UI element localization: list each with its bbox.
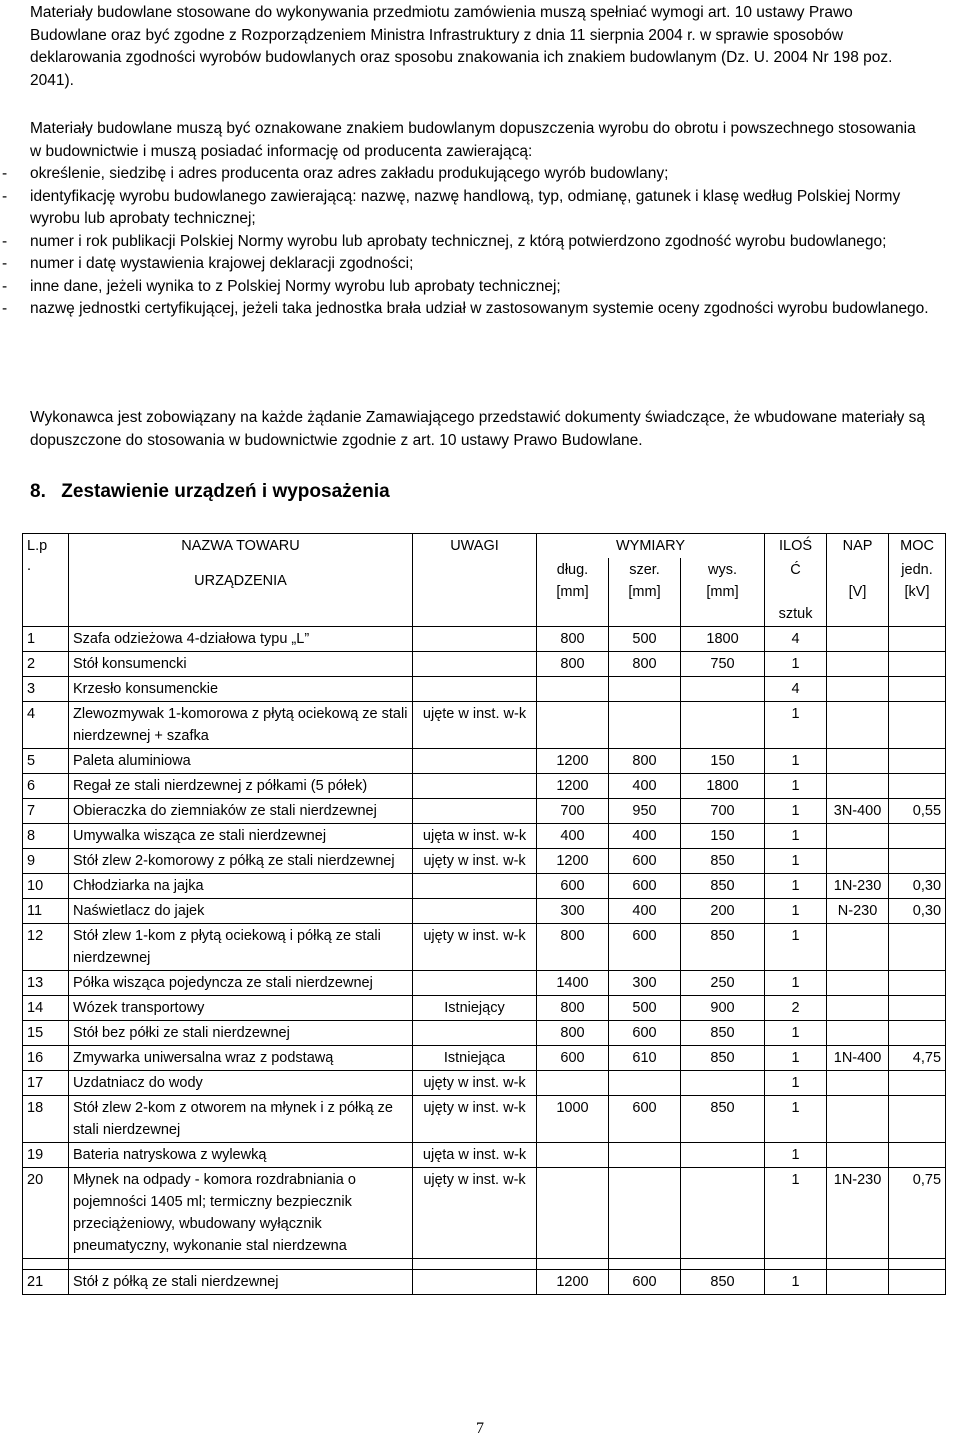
cell-volt — [827, 1021, 889, 1046]
cell-wid — [609, 1071, 681, 1096]
cell-lp: 7 — [23, 799, 69, 824]
cell-qty: 1 — [765, 749, 827, 774]
cell-qty: 1 — [765, 1071, 827, 1096]
table-row — [23, 702, 946, 749]
cell-lp: 8 — [23, 824, 69, 849]
equipment-table — [22, 533, 946, 1295]
cell-qty: 1 — [765, 824, 827, 849]
cell-len: 800 — [537, 652, 609, 677]
cell-lp: 1 — [23, 627, 69, 652]
cell-wid: 800 — [609, 749, 681, 774]
bullet-dash: - — [2, 232, 8, 250]
table-header-row — [23, 534, 946, 559]
cell-power — [889, 824, 946, 849]
cell-wid — [609, 1168, 681, 1259]
requirement-text: nazwę jednostki certyfikującej, jeżeli taka jednostka brała udział w zastosowanym systemie oceny zgodności wyrobu budowlanego. — [30, 300, 929, 317]
cell-power — [889, 702, 946, 749]
cell-name: Regał ze stali nierdzewnej z półkami (5 półek) — [69, 774, 413, 799]
cell-len — [537, 1071, 609, 1096]
header-voltage: NAP — [827, 534, 889, 559]
spacer-cell — [609, 1259, 681, 1270]
cell-qty: 1 — [765, 924, 827, 971]
cell-len: 300 — [537, 899, 609, 924]
cell-hei — [681, 702, 765, 749]
spacer-cell — [827, 1259, 889, 1270]
cell-name: Stół z półką ze stali nierdzewnej — [69, 1270, 413, 1295]
cell-len — [537, 1168, 609, 1259]
cell-volt — [827, 996, 889, 1021]
cell-wid: 600 — [609, 874, 681, 899]
cell-name: Szafa odzieżowa 4-działowa typu „L” — [69, 627, 413, 652]
cell-qty: 1 — [765, 1096, 827, 1143]
cell-power — [889, 996, 946, 1021]
requirement-item — [2, 231, 930, 254]
cell-power — [889, 652, 946, 677]
cell-hei — [681, 1071, 765, 1096]
cell-lp: 9 — [23, 849, 69, 874]
cell-power — [889, 627, 946, 652]
cell-volt — [827, 652, 889, 677]
header-remarks-2 — [413, 558, 537, 627]
cell-len: 600 — [537, 874, 609, 899]
cell-len: 1200 — [537, 749, 609, 774]
cell-remarks: ujęty w inst. w-k — [413, 1071, 537, 1096]
cell-len — [537, 1143, 609, 1168]
cell-remarks — [413, 899, 537, 924]
cell-lp: 15 — [23, 1021, 69, 1046]
cell-qty: 1 — [765, 971, 827, 996]
cell-hei — [681, 677, 765, 702]
requirement-item — [2, 298, 930, 321]
table-row — [23, 874, 946, 899]
cell-hei: 250 — [681, 971, 765, 996]
cell-power — [889, 774, 946, 799]
cell-qty: 1 — [765, 702, 827, 749]
cell-hei: 850 — [681, 1096, 765, 1143]
header-name: NAZWA TOWARU — [69, 534, 413, 559]
cell-volt — [827, 1071, 889, 1096]
cell-lp: 14 — [23, 996, 69, 1021]
cell-hei: 900 — [681, 996, 765, 1021]
cell-qty: 1 — [765, 774, 827, 799]
spacer-cell — [23, 1259, 69, 1270]
cell-len: 800 — [537, 996, 609, 1021]
cell-remarks — [413, 1270, 537, 1295]
cell-wid: 500 — [609, 627, 681, 652]
cell-remarks — [413, 799, 537, 824]
cell-volt — [827, 749, 889, 774]
cell-remarks — [413, 874, 537, 899]
table-row — [23, 849, 946, 874]
cell-name: Paleta aluminiowa — [69, 749, 413, 774]
cell-power — [889, 1021, 946, 1046]
cell-power: 0,30 — [889, 899, 946, 924]
requirement-item — [2, 163, 930, 186]
table-row — [23, 1270, 946, 1295]
header-remarks: UWAGI — [413, 534, 537, 559]
spacer-cell — [537, 1259, 609, 1270]
spacer-cell — [889, 1259, 946, 1270]
cell-qty: 1 — [765, 1021, 827, 1046]
cell-wid — [609, 677, 681, 702]
cell-power — [889, 1071, 946, 1096]
section-title: Zestawienie urządzeń i wyposażenia — [61, 481, 390, 502]
cell-len: 800 — [537, 627, 609, 652]
cell-hei: 850 — [681, 874, 765, 899]
cell-volt — [827, 924, 889, 971]
cell-qty: 1 — [765, 1046, 827, 1071]
header-length: dług. [mm] — [537, 558, 609, 627]
table-row — [23, 627, 946, 652]
header-quantity: ILOŚ — [765, 534, 827, 559]
spacer-cell — [69, 1259, 413, 1270]
cell-hei: 150 — [681, 824, 765, 849]
cell-name: Bateria natryskowa z wylewką — [69, 1143, 413, 1168]
page-number: 7 — [476, 1420, 484, 1437]
cell-hei: 1800 — [681, 774, 765, 799]
cell-lp: 11 — [23, 899, 69, 924]
cell-lp: 5 — [23, 749, 69, 774]
cell-volt — [827, 702, 889, 749]
cell-qty: 1 — [765, 652, 827, 677]
cell-wid: 400 — [609, 774, 681, 799]
cell-remarks — [413, 627, 537, 652]
cell-qty: 4 — [765, 677, 827, 702]
cell-name: Zlewozmywak 1-komorowa z płytą ociekową ze stali nierdzewnej + szafka — [69, 702, 413, 749]
cell-len: 1400 — [537, 971, 609, 996]
cell-name: Stół zlew 2-komorowy z półką ze stali nierdzewnej — [69, 849, 413, 874]
requirement-item — [2, 186, 930, 231]
cell-wid: 300 — [609, 971, 681, 996]
cell-power — [889, 971, 946, 996]
cell-name: Obieraczka do ziemniaków ze stali nierdzewnej — [69, 799, 413, 824]
header-name-2: URZĄDZENIA — [69, 558, 413, 627]
cell-wid: 950 — [609, 799, 681, 824]
header-width: szer. [mm] — [609, 558, 681, 627]
cell-name: Półka wisząca pojedyncza ze stali nierdzewnej — [69, 971, 413, 996]
cell-len: 1200 — [537, 774, 609, 799]
cell-remarks — [413, 1021, 537, 1046]
table-row — [23, 677, 946, 702]
cell-volt: 1N-230 — [827, 874, 889, 899]
spacer-cell — [765, 1259, 827, 1270]
cell-volt — [827, 1096, 889, 1143]
cell-power — [889, 924, 946, 971]
table-header-row — [23, 558, 946, 627]
cell-hei: 850 — [681, 1046, 765, 1071]
cell-volt — [827, 971, 889, 996]
cell-qty: 1 — [765, 849, 827, 874]
cell-power: 4,75 — [889, 1046, 946, 1071]
cell-lp: 10 — [23, 874, 69, 899]
requirement-item — [2, 253, 930, 276]
cell-wid: 600 — [609, 1096, 681, 1143]
cell-remarks — [413, 652, 537, 677]
cell-wid: 600 — [609, 1270, 681, 1295]
cell-len — [537, 677, 609, 702]
cell-name: Stół zlew 2-kom z otworem na młynek i z półką ze stali nierdzewnej — [69, 1096, 413, 1143]
requirement-text: inne dane, jeżeli wynika to z Polskiej Normy wyrobu lub aprobaty technicznej; — [30, 277, 561, 295]
cell-lp: 2 — [23, 652, 69, 677]
table-row — [23, 996, 946, 1021]
cell-len: 1200 — [537, 1270, 609, 1295]
cell-len: 600 — [537, 1046, 609, 1071]
bullet-dash: - — [2, 277, 8, 295]
cell-remarks: Istniejący — [413, 996, 537, 1021]
cell-name: Młynek na odpady - komora rozdrabniania o pojemności 1405 ml; termiczny bezpiecznik przeciążeniowy, wbudowany wyłącznik pneumatyczny, wykonanie stal nierdzewna — [69, 1168, 413, 1259]
cell-wid: 400 — [609, 824, 681, 849]
cell-name: Umywalka wisząca ze stali nierdzewnej — [69, 824, 413, 849]
cell-wid: 610 — [609, 1046, 681, 1071]
cell-volt: 1N-400 — [827, 1046, 889, 1071]
cell-hei: 750 — [681, 652, 765, 677]
cell-lp: 4 — [23, 702, 69, 749]
section-heading — [30, 481, 390, 503]
cell-hei: 700 — [681, 799, 765, 824]
cell-name: Naświetlacz do jajek — [69, 899, 413, 924]
marking-intro: Materiały budowlane muszą być oznakowane znakiem budowlanym dopuszczenia wyrobu do obrotu i powszechnego stosowania w budownictwie i muszą posiadać informację od producenta zawierającą: — [30, 120, 916, 160]
cell-lp: 13 — [23, 971, 69, 996]
table-row — [23, 1143, 946, 1168]
cell-lp: 19 — [23, 1143, 69, 1168]
cell-lp: 17 — [23, 1071, 69, 1096]
requirement-item — [2, 276, 930, 299]
cell-hei: 1800 — [681, 627, 765, 652]
cell-volt — [827, 677, 889, 702]
cell-remarks: ujęty w inst. w-k — [413, 924, 537, 971]
bullet-dash: - — [2, 255, 8, 272]
cell-hei — [681, 1143, 765, 1168]
requirement-text: identyfikację wyrobu budowlanego zawierającą: nazwę, nazwę handlową, typ, odmianę, gatunek i klasę według Polskiej Normy wyrobu lub aprobaty technicznej; — [30, 187, 901, 227]
cell-volt: N-230 — [827, 899, 889, 924]
cell-wid: 800 — [609, 652, 681, 677]
cell-remarks: ujęte w inst. w-k — [413, 702, 537, 749]
table-spacer-row — [23, 1259, 946, 1270]
cell-name: Stół konsumencki — [69, 652, 413, 677]
header-dimensions: WYMIARY — [537, 534, 765, 559]
section-number: 8. — [30, 481, 46, 502]
cell-len — [537, 702, 609, 749]
cell-power — [889, 677, 946, 702]
table-row — [23, 824, 946, 849]
requirement-text: numer i rok publikacji Polskiej Normy wyrobu lub aprobaty technicznej, z którą potwierdzono zgodność wyrobu budowlanego; — [30, 232, 887, 250]
cell-volt: 1N-230 — [827, 1168, 889, 1259]
table-row — [23, 799, 946, 824]
cell-name: Uzdatniacz do wody — [69, 1071, 413, 1096]
header-lp-dot: . — [23, 558, 69, 627]
cell-hei: 850 — [681, 1270, 765, 1295]
cell-hei: 850 — [681, 1021, 765, 1046]
bullet-dash: - — [2, 187, 8, 205]
spacer-cell — [681, 1259, 765, 1270]
cell-lp: 6 — [23, 774, 69, 799]
cell-name: Stół zlew 1-kom z płytą ociekową i półką ze stali nierdzewnej — [69, 924, 413, 971]
header-quantity-2: Ć sztuk — [765, 558, 827, 627]
cell-remarks: Istniejąca — [413, 1046, 537, 1071]
table-row — [23, 899, 946, 924]
table-row — [23, 652, 946, 677]
cell-lp: 16 — [23, 1046, 69, 1071]
cell-qty: 2 — [765, 996, 827, 1021]
cell-len: 700 — [537, 799, 609, 824]
table-row — [23, 971, 946, 996]
cell-power: 0,55 — [889, 799, 946, 824]
cell-volt: 3N-400 — [827, 799, 889, 824]
cell-name: Stół bez półki ze stali nierdzewnej — [69, 1021, 413, 1046]
cell-len: 1000 — [537, 1096, 609, 1143]
cell-len: 800 — [537, 924, 609, 971]
cell-name: Chłodziarka na jajka — [69, 874, 413, 899]
bullet-dash: - — [2, 165, 8, 182]
cell-qty: 4 — [765, 627, 827, 652]
cell-remarks — [413, 749, 537, 774]
cell-wid — [609, 702, 681, 749]
cell-power — [889, 849, 946, 874]
cell-len: 400 — [537, 824, 609, 849]
cell-qty: 1 — [765, 799, 827, 824]
cell-hei — [681, 1168, 765, 1259]
spacer-cell — [413, 1259, 537, 1270]
header-height: wys. [mm] — [681, 558, 765, 627]
cell-power: 0,75 — [889, 1168, 946, 1259]
cell-hei: 850 — [681, 924, 765, 971]
cell-len: 1200 — [537, 849, 609, 874]
table-row — [23, 1046, 946, 1071]
cell-name: Zmywarka uniwersalna wraz z podstawą — [69, 1046, 413, 1071]
cell-power — [889, 1270, 946, 1295]
cell-volt — [827, 849, 889, 874]
cell-volt — [827, 774, 889, 799]
cell-lp: 18 — [23, 1096, 69, 1143]
cell-volt — [827, 627, 889, 652]
requirement-text: określenie, siedzibę i adres producenta oraz adres zakładu produkującego wyrób budowlany; — [30, 165, 669, 182]
cell-wid: 500 — [609, 996, 681, 1021]
table-row — [23, 749, 946, 774]
cell-wid: 600 — [609, 849, 681, 874]
cell-remarks — [413, 774, 537, 799]
intro-paragraph: Materiały budowlane stosowane do wykonywania przedmiotu zamówienia muszą spełniać wymogi art. 10 ustawy Prawo Budowlane oraz być zgodne z Rozporządzeniem Ministra Infrastruktury z dnia 11 sierpnia 2004 r. w sprawie sposobów deklarowania zgodności wyrobów budowlanych oraz sposobu znakowania ich znakiem budowlanym (Dz. U. 2004 Nr 198 poz. 2041). — [30, 4, 893, 89]
cell-qty: 1 — [765, 1168, 827, 1259]
header-power-2: jedn. [kV] — [889, 558, 946, 627]
cell-remarks — [413, 971, 537, 996]
cell-lp: 21 — [23, 1270, 69, 1295]
cell-wid: 600 — [609, 924, 681, 971]
table-row — [23, 774, 946, 799]
cell-name: Wózek transportowy — [69, 996, 413, 1021]
table-row — [23, 924, 946, 971]
cell-remarks: ujęta w inst. w-k — [413, 1143, 537, 1168]
cell-qty: 1 — [765, 1270, 827, 1295]
header-lp: L.p — [23, 534, 69, 559]
cell-qty: 1 — [765, 899, 827, 924]
cell-qty: 1 — [765, 1143, 827, 1168]
cell-power — [889, 1096, 946, 1143]
cell-qty: 1 — [765, 874, 827, 899]
cell-len: 800 — [537, 1021, 609, 1046]
cell-remarks: ujęty w inst. w-k — [413, 849, 537, 874]
cell-power — [889, 749, 946, 774]
cell-volt — [827, 1270, 889, 1295]
cell-hei: 200 — [681, 899, 765, 924]
cell-hei: 150 — [681, 749, 765, 774]
cell-name: Krzesło konsumenckie — [69, 677, 413, 702]
cell-wid — [609, 1143, 681, 1168]
cell-wid: 600 — [609, 1021, 681, 1046]
requirements-list — [2, 163, 930, 321]
cell-hei: 850 — [681, 849, 765, 874]
table-row — [23, 1021, 946, 1046]
cell-wid: 400 — [609, 899, 681, 924]
header-power: MOC — [889, 534, 946, 559]
cell-remarks: ujęty w inst. w-k — [413, 1096, 537, 1143]
cell-remarks: ujęta w inst. w-k — [413, 824, 537, 849]
contractor-obligation-paragraph: Wykonawca jest zobowiązany na każde żądanie Zamawiającego przedstawić dokumenty świadczące, że wbudowane materiały są dopuszczone do stosowania w budownictwie zgodnie z art. 10 ustawy Prawo Budowlane. — [30, 409, 926, 449]
cell-power — [889, 1143, 946, 1168]
cell-power: 0,30 — [889, 874, 946, 899]
cell-volt — [827, 1143, 889, 1168]
bullet-dash: - — [2, 300, 8, 317]
cell-remarks: ujęty w inst. w-k — [413, 1168, 537, 1259]
cell-lp: 3 — [23, 677, 69, 702]
cell-lp: 20 — [23, 1168, 69, 1259]
cell-lp: 12 — [23, 924, 69, 971]
cell-volt — [827, 824, 889, 849]
table-row — [23, 1168, 946, 1259]
marking-requirements — [2, 118, 930, 321]
header-voltage-2: [V] — [827, 558, 889, 627]
cell-remarks — [413, 677, 537, 702]
requirement-text: numer i datę wystawienia krajowej deklaracji zgodności; — [30, 255, 414, 272]
table-row — [23, 1071, 946, 1096]
table-row — [23, 1096, 946, 1143]
